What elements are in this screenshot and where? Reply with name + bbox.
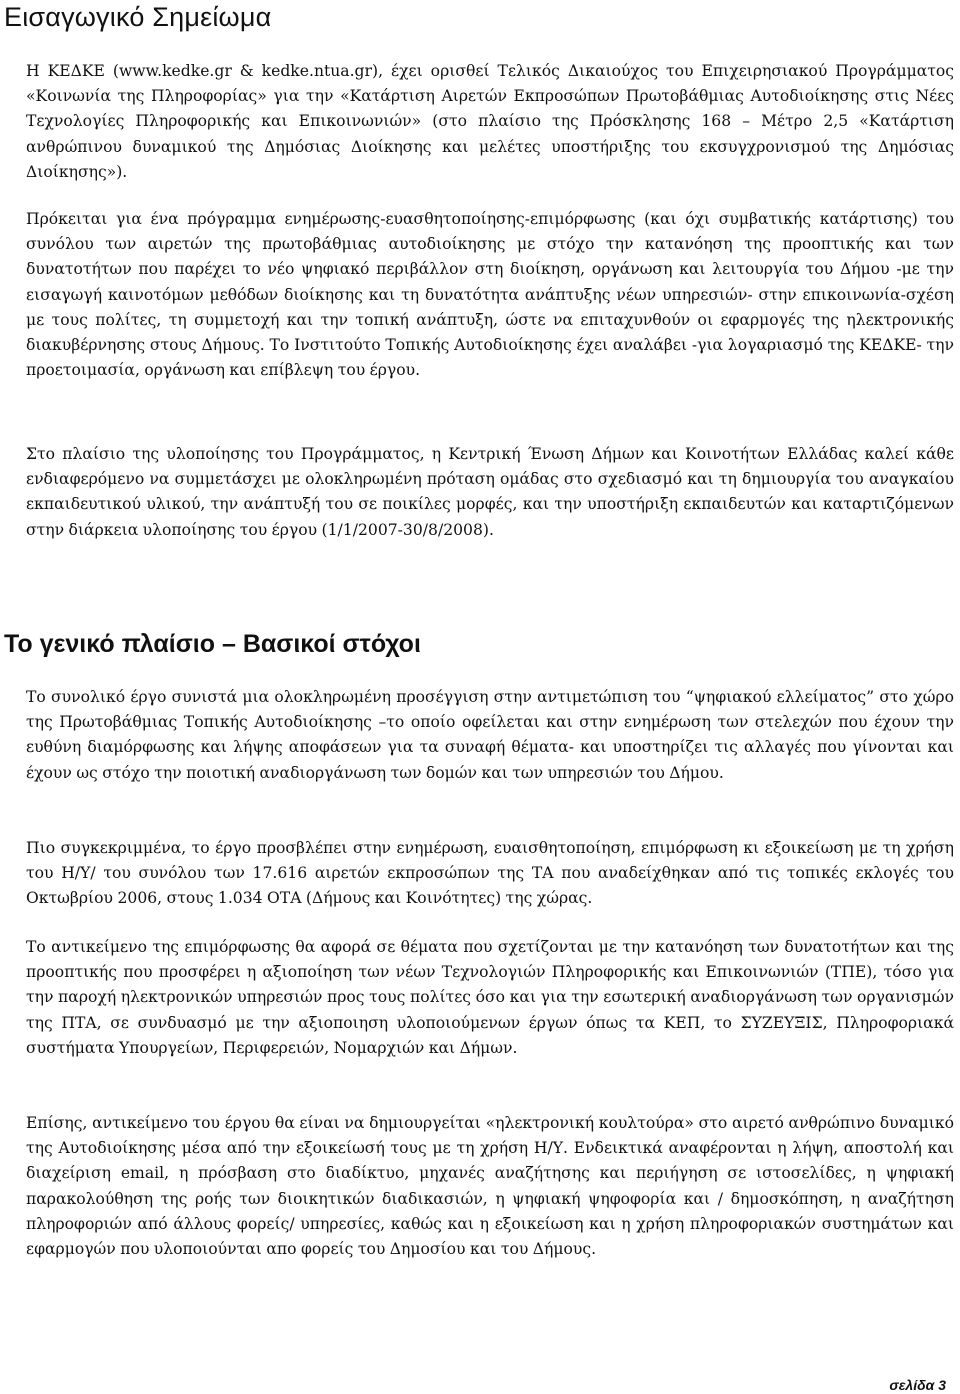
body-paragraph-4: Επίσης, αντικείμενο του έργου θα είναι να δημιουργείται «ηλεκτρονική κουλτούρα» στο αιρετό ανθρώπινο δυναμικό της Αυτοδιοίκησης μέσα από την εξοικείωσή τους με τη χρήση Η/Υ. Ενδεικτικά αναφέρονται η λήψη, αποστολή και διαχείριση email, η πρόσβαση στο διαδίκτυο, μηχανές αναζήτησης και περιήγηση σε ιστοσελίδες, η ψηφιακή παρακολούθηση της ροής των διοικητικών διαδικασιών, η ψηφιακή ψηφοφορία και / δημοσκόπηση, η αναζήτηση πληροφοριών από άλλους φορείς/ υπηρεσίες, καθώς και η εξοικείωση και η χρήση πληροφοριακών συστημάτων και εφαρμογών που υλοποιούνται απο φορείς του Δημοσίου και του Δήμους. [26,1114,954,1259]
intro-paragraph-3: Στο πλαίσιο της υλοποίησης του Προγράμματος, η Κεντρική Ένωση Δήμων και Κοινοτήτων Ελλάδας καλεί κάθε ενδιαφερόμενο να συμμετάσχει με ολοκληρωμένη πρόταση ομάδας στο σχεδιασμό και τη δημιουργία του αναγκαίου εκπαιδευτικού υλικού, την ανάπτυξή του σε ποικίλες μορφές, και την υποστήριξη εκπαιδευτών και καταρτιζόμενων στην διάρκεια υλοποίησης του έργου (1/1/2007-30/8/2008). [26,445,954,539]
page-number: σελίδα 3 [889,1377,946,1393]
section-heading-introduction: Εισαγωγικό Σημείωμα [4,2,272,32]
section-heading-general-framework: Το γενικό πλαίσιο – Βασικοί στόχοι [4,630,421,658]
body-paragraph-1: Το συνολικό έργο συνιστά μια ολοκληρωμένη προσέγγιση στην αντιμετώπιση του “ψηφιακού ελλείματος” στο χώρο της Πρωτοβάθμιας Τοπικής Αυτοδιοίκησης –το οποίο οφείλεται και στην ενημέρωση των στελεχών που έχουν την ευθύνη διαμόρφωσης και λήψης αποφάσεων για τα συναφή θέματα- και υποστηρίζει τις αλλαγές που γίνονται και έχουν ως στόχο την ποιοτική αναδιοργάνωση των δομών και των υπηρεσιών του Δήμου. [26,688,954,782]
body-paragraph-3: Το αντικείμενο της επιμόρφωσης θα αφορά σε θέματα που σχετίζονται με την κατανόηση των δυνατοτήτων και της προοπτικής που προσφέρει η αξιοποίηση των νέων Τεχνολογιών Πληροφορικής και Επικοινωνιών (ΤΠΕ), τόσο για την παροχή ηλεκτρονικών υπηρεσιών προς τους πολίτες όσο και για την εσωτερική αναδιοργάνωση των οργανισμών της ΠΤΑ, σε συνδυασμό με την αξιοποιηση υλοποιούμενων έργων όπως τα ΚΕΠ, το ΣΥΖΕΥΞΙΣ, Πληροφοριακά συστήματα Υπουργείων, Περιφερειών, Νομαρχιών και Δήμων. [26,938,954,1057]
body-paragraph-2: Πιο συγκεκριμμένα, το έργο προσβλέπει στην ενημέρωση, ευαισθητοποίηση, επιμόρφωση κι εξοικείωση με τη χρήση του Η/Υ/ του συνόλου των 17.616 αιρετών εκπροσώπων της ΤΑ που αναδείχθηκαν από τις τοπικές εκλογές του Οκτωβρίου 2006, στους 1.034 ΟΤΑ (Δήμους και Κοινότητες) της χώρας. [26,839,954,908]
intro-paragraph-1: Η ΚΕΔΚΕ (www.kedke.gr & kedke.ntua.gr), έχει ορισθεί Τελικός Δικαιούχος του Επιχειρησιακού Προγράμματος «Κοινωνία της Πληροφορίας» για την «Κατάρτιση Αιρετών Εκπροσώπων Πρωτοβάθμιας Αυτοδιοίκησης στις Νέες Τεχνολογίες Πληροφορικής και Επικοινωνιών» (στο πλαίσιο της Πρόσκλησης 168 – Μέτρο 2,5 «Κατάρτιση ανθρώπινου δυναμικού της Δημόσιας Διοίκησης και μελέτες υποστήριξης του εκσυγχρονισμού της Δημόσιας Διοίκησης»). [26,62,954,181]
intro-paragraph-2: Πρόκειται για ένα πρόγραμμα ενημέρωσης-ευασθητοποίησης-επιμόρφωσης (και όχι συμβατικής κατάρτισης) του συνόλου των αιρετών της πρωτοβάθμιας αυτοδιοίκησης με στόχο την κατανόηση της προοπτικής και των δυνατοτήτων που παρέχει το νέο ψηφιακό περιβάλλον στη διοίκηση, οργάνωση και λειτουργία του Δήμου -με την εισαγωγή καινοτόμων μεθόδων διοίκησης και τη δυνατότητα ανάπτυξης νέων υπηρεσιών- στην επικοινωνία-σχέση με τους πολίτες, τη συμμετοχή και την τοπική ανάπτυξη, ώστε να επιταχυνθούν οι εφαρμογές της ηλεκτρονικής διακυβέρνησης στους Δήμους. Το Ινστιτούτο Τοπικής Αυτοδιοίκησης έχει αναλάβει -για λογαριασμό της ΚΕΔΚΕ- την προετοιμασία, οργάνωση και επίβλεψη του έργου. [26,210,954,380]
